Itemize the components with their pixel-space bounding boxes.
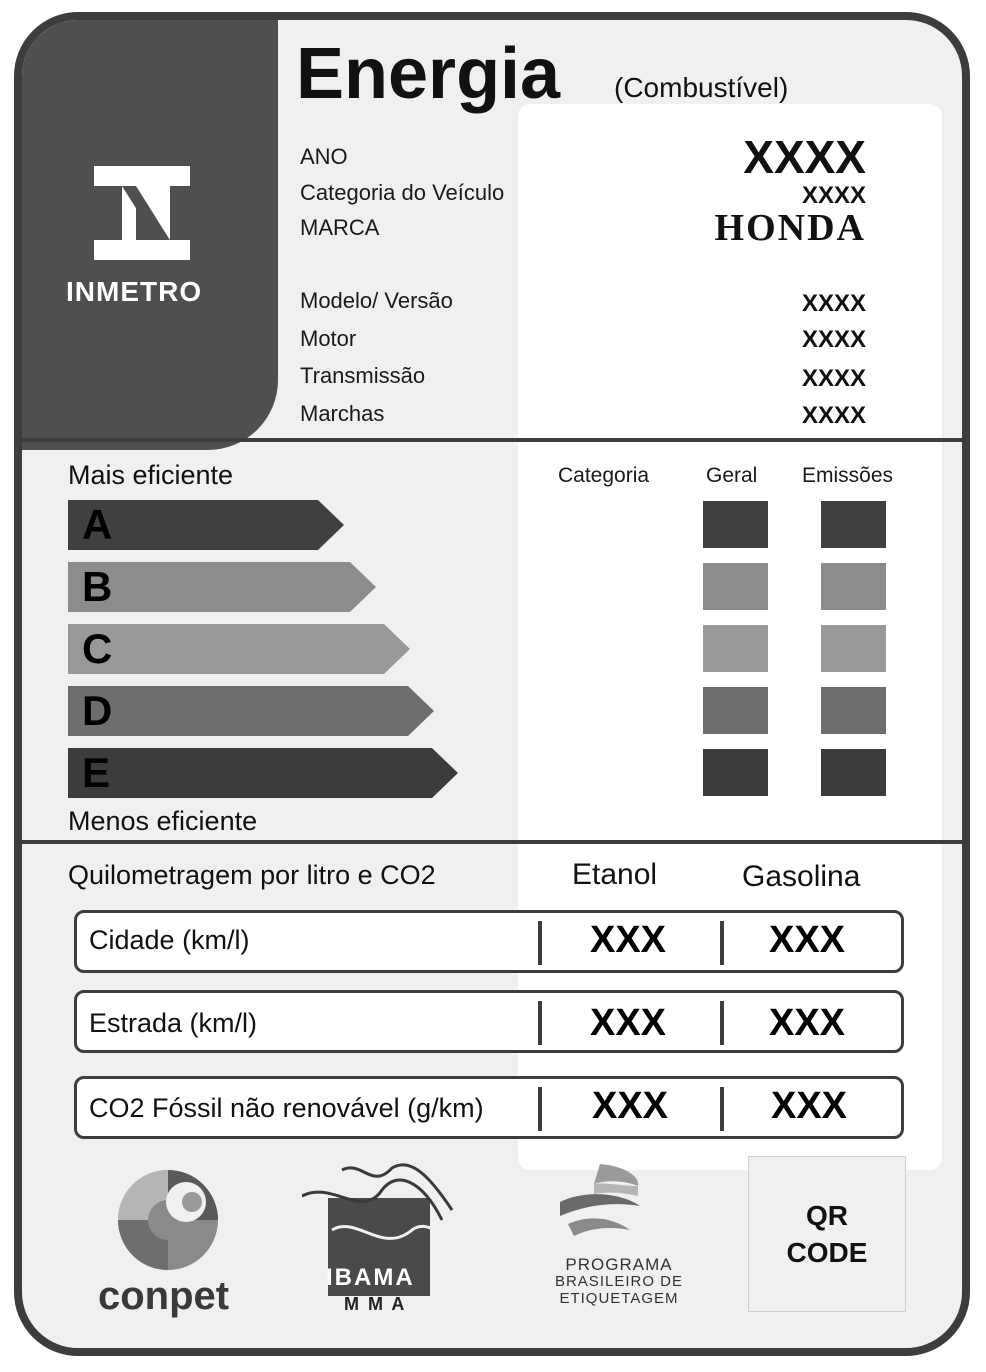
consumption-title: Quilometragem por litro e CO2: [68, 860, 436, 890]
pbe-line1: PROGRAMA: [565, 1255, 673, 1274]
row-divider: [720, 1001, 724, 1045]
table-row: [74, 1076, 904, 1139]
efficiency-arrow-d: [68, 686, 434, 736]
row-label: Cidade (km/l): [89, 925, 250, 955]
emissoes-square-d: [821, 687, 886, 734]
efficiency-arrow-c: [68, 624, 410, 674]
row-divider: [720, 921, 724, 965]
geral-square-e: [703, 749, 768, 796]
emissoes-square-a: [821, 501, 886, 548]
divider: [22, 438, 970, 442]
table-row: [74, 910, 904, 973]
energy-label-card: [14, 12, 970, 1356]
row-divider: [720, 1087, 724, 1131]
col-emissoes: Emissões: [802, 464, 894, 487]
pbe-line2: BRASILEIRO DE: [554, 1273, 684, 1290]
ibama-wordmark: IBAMA: [326, 1264, 415, 1291]
geral-square-a: [703, 501, 768, 548]
emissoes-square-e: [821, 749, 886, 796]
efficiency-arrow-b: [68, 562, 376, 612]
efficiency-letter: D: [82, 687, 113, 734]
gasolina-value: XXX: [768, 1002, 846, 1044]
motor-value: XXXX: [801, 326, 866, 353]
pbe-wordmark: [536, 1256, 702, 1307]
categoria-value: XXXX: [801, 182, 866, 209]
efficiency-letter: E: [82, 749, 111, 796]
modelo-label: Modelo/ Versão: [300, 288, 453, 313]
ano-label: ANO: [300, 144, 348, 169]
col-categoria: Categoria: [558, 464, 650, 487]
inmetro-logo-icon: [86, 156, 196, 268]
pbe-logo-icon: [554, 1162, 644, 1258]
geral-square-c: [703, 625, 768, 672]
col-gasolina: Gasolina: [742, 860, 861, 893]
transmissao-label: Transmissão: [300, 363, 426, 388]
geral-square-b: [703, 563, 768, 610]
efficiency-arrow-a: [68, 500, 344, 550]
table-row: [74, 990, 904, 1053]
categoria-label: Categoria do Veículo: [300, 180, 505, 205]
efficiency-letter: B: [82, 563, 113, 610]
gasolina-value: XXX: [768, 919, 846, 961]
emissoes-square-c: [821, 625, 886, 672]
pbe-line3: ETIQUETAGEM: [559, 1290, 679, 1307]
col-geral: Geral: [706, 464, 758, 487]
conpet-logo-icon: [114, 1166, 226, 1274]
row-divider: [538, 921, 542, 965]
etanol-value: XXX: [589, 919, 667, 961]
transmissao-value: XXXX: [801, 365, 866, 392]
etanol-value: XXX: [589, 1002, 667, 1044]
qr-code-placeholder: [748, 1156, 906, 1312]
emissoes-square-b: [821, 563, 886, 610]
marchas-value: XXXX: [801, 402, 866, 429]
mma-wordmark: M M A: [344, 1294, 407, 1314]
modelo-value: XXXX: [801, 290, 866, 317]
page-subtitle: (Combustível): [614, 72, 789, 103]
ano-value: XXXX: [743, 131, 866, 183]
geral-square-d: [703, 687, 768, 734]
inmetro-panel: [22, 20, 278, 450]
marchas-label: Marchas: [300, 401, 385, 426]
etanol-value: XXX: [591, 1085, 669, 1127]
gasolina-value: XXX: [770, 1085, 848, 1127]
efficiency-letter: A: [82, 501, 113, 548]
inmetro-wordmark: INMETRO: [66, 276, 203, 307]
qr-line2: CODE: [786, 1237, 868, 1268]
mais-eficiente-label: Mais eficiente: [68, 460, 234, 490]
efficiency-arrow-e: [68, 748, 458, 798]
col-etanol: Etanol: [572, 858, 658, 891]
motor-label: Motor: [300, 326, 357, 351]
row-label: Estrada (km/l): [89, 1008, 258, 1038]
row-divider: [538, 1087, 542, 1131]
marca-value: HONDA: [714, 207, 866, 249]
divider: [22, 840, 970, 844]
menos-eficiente-label: Menos eficiente: [68, 806, 258, 836]
row-divider: [538, 1001, 542, 1045]
efficiency-letter: C: [82, 625, 113, 672]
page-title: Energia: [296, 34, 561, 114]
row-label: CO2 Fóssil não renovável (g/km): [89, 1093, 484, 1123]
conpet-wordmark: conpet: [98, 1274, 230, 1318]
qr-line1: QR: [806, 1200, 848, 1231]
marca-label: MARCA: [300, 215, 380, 240]
